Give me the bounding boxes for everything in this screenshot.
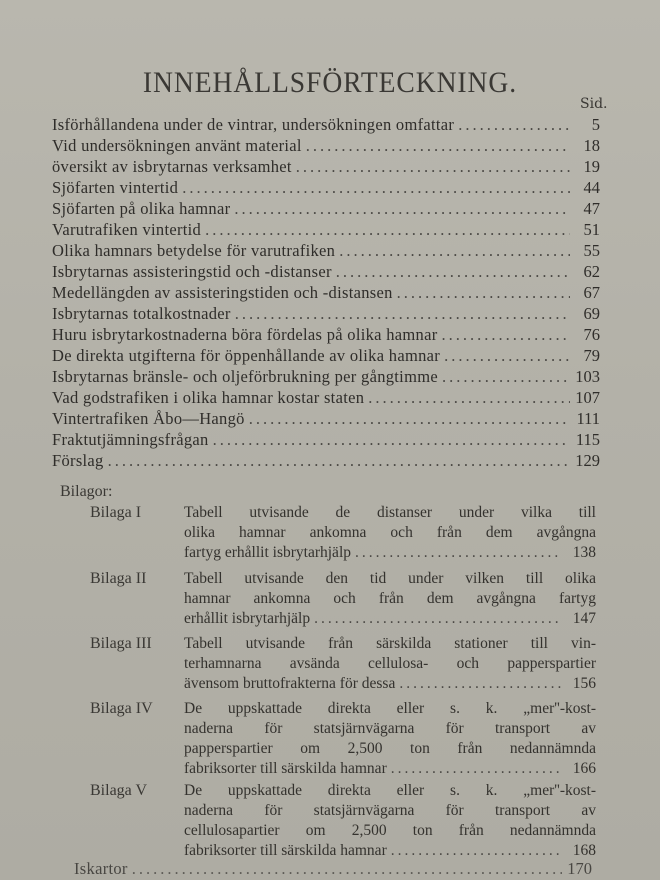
bilaga-line	[184, 758, 596, 778]
toc-entry	[52, 450, 600, 471]
leader-dots	[355, 544, 562, 562]
leader-dots	[296, 157, 570, 177]
toc-entry	[52, 345, 600, 366]
leader-dots	[234, 199, 570, 219]
bilaga-line-text: ävensom bruttofrakterna för dessa	[184, 675, 396, 692]
toc-entry-text: Vid undersökningen använt material	[52, 136, 302, 155]
toc-entry-page: 44	[583, 178, 600, 197]
toc-entry	[52, 282, 600, 303]
bilaga-line	[184, 568, 596, 588]
toc-entry-page: 55	[583, 241, 600, 260]
toc-entry-page: 51	[583, 220, 600, 239]
bilaga-line-text: Tabell utvisande de distanser under vilka till	[184, 504, 596, 521]
toc-entry-page: 111	[576, 409, 600, 428]
toc-entry-text: Medellängden av assisteringstiden och -distansen	[52, 283, 393, 302]
bilaga-line	[184, 800, 596, 820]
leader-dots	[339, 241, 570, 261]
leader-dots	[108, 451, 570, 471]
bilaga-line-text: De uppskattade direkta eller s. k. „mer''-kost-	[184, 782, 596, 799]
leader-dots	[249, 409, 570, 429]
toc-entry	[52, 303, 600, 324]
toc-entry	[52, 135, 600, 156]
bilaga-line-text: hamnar ankomna och från dem avgångna fartyg	[184, 590, 596, 607]
bilaga-line	[184, 542, 596, 562]
toc-entry-page: 107	[575, 388, 600, 407]
leader-dots	[397, 283, 570, 303]
bilagor-heading: Bilagor:	[60, 483, 113, 500]
bilaga-line-text: papperspartier om 2,500 ton från nedannämnda	[184, 740, 596, 757]
leader-dots	[399, 675, 562, 693]
toc-entry-text: Vad godstrafiken i olika hamnar kostar staten	[52, 388, 365, 407]
bilaga-page: 147	[572, 610, 596, 627]
bilaga-line-text: fartyg erhållit isbrytarhjälp	[184, 544, 351, 561]
bilaga-line-text: Tabell utvisande den tid under vilken till olika	[184, 570, 596, 587]
bilaga-line-text: Tabell utvisande från särskilda stationer till vin-	[184, 635, 596, 652]
bilaga-page: 168	[572, 842, 596, 859]
toc-entry	[52, 324, 600, 345]
leader-dots	[442, 367, 570, 387]
toc-entry-iskartor	[74, 858, 592, 879]
bilaga-line	[184, 738, 596, 758]
bilaga-line	[184, 840, 596, 860]
toc-entry-page: 18	[583, 136, 600, 155]
bilaga-line	[184, 608, 596, 628]
toc-entry-text: De direkta utgifterna för öppenhållande av olika hamnar	[52, 346, 441, 365]
bilaga-page: 138	[572, 544, 596, 561]
leader-dots	[444, 346, 570, 366]
toc-entry-text: Isförhållandena under de vintrar, undersökningen omfattar	[52, 115, 455, 134]
bilaga-line-text: fabriksorter till särskilda hamnar	[184, 842, 387, 859]
leader-dots	[235, 304, 570, 324]
bilaga-line	[184, 718, 596, 738]
toc-entry-page: 79	[583, 346, 600, 365]
toc-entry-page: 129	[575, 451, 600, 470]
toc-entry	[52, 387, 600, 408]
bilaga-line	[184, 673, 596, 693]
toc-entry	[52, 261, 600, 282]
leader-dots	[132, 859, 562, 879]
toc-entry-page: 76	[583, 325, 600, 344]
toc-entry-text: Isbrytarnas bränsle- och oljeförbrukning per gångtimme	[52, 367, 438, 386]
bilaga-line-text: fabriksorter till särskilda hamnar	[184, 760, 387, 777]
toc-entry-text: Sjöfarten på olika hamnar	[52, 199, 231, 218]
toc-entry	[52, 408, 600, 429]
toc-entry	[52, 177, 600, 198]
toc-entry-text: Sjöfarten vintertid	[52, 178, 179, 197]
toc-entry-page: 67	[583, 283, 600, 302]
bilaga-label: Bilaga III	[90, 635, 152, 652]
bilaga-line	[184, 522, 596, 542]
page-title: INNEHÅLLSFÖRTECKNING.	[142, 66, 518, 99]
bilaga-line-text: naderna för statsjärnvägarna för transport av	[184, 802, 596, 819]
leader-dots	[391, 760, 562, 778]
bilaga-line-text: olika hamnar ankomna och från dem avgångna	[184, 524, 596, 541]
bilaga-line-text: cellulosapartier om 2,500 ton från nedannämnda	[184, 822, 596, 839]
toc-entry-text: Fraktutjämningsfrågan	[52, 430, 209, 449]
toc-entry-text: översikt av isbrytarnas verksamhet	[52, 157, 292, 176]
bilaga-line	[184, 633, 596, 653]
toc-entry	[52, 114, 600, 135]
toc-entry-page: 62	[583, 262, 600, 281]
toc-entry-text: Olika hamnars betydelse för varutrafiken	[52, 241, 336, 260]
toc-entry	[52, 366, 600, 387]
toc-entry	[52, 156, 600, 177]
toc-entry-page: 19	[583, 157, 600, 176]
bilaga-line	[184, 780, 596, 800]
bilaga-label: Bilaga I	[90, 504, 142, 521]
bilaga-line	[184, 653, 596, 673]
toc-entry-page: 115	[575, 430, 600, 449]
toc-entry-page: 5	[591, 115, 600, 134]
bilaga-line-text: naderna för statsjärnvägarna för transport av	[184, 720, 596, 737]
bilaga-page: 166	[572, 760, 596, 777]
toc-entry-text: Förslag	[52, 451, 104, 470]
toc-entry-text: Isbrytarnas totalkostnader	[52, 304, 231, 323]
bilaga-label: Bilaga IV	[90, 700, 153, 717]
page-column-label: Sid.	[580, 96, 608, 112]
leader-dots	[336, 262, 570, 282]
leader-dots	[213, 430, 570, 450]
leader-dots	[441, 325, 570, 345]
toc-entry	[52, 198, 600, 219]
toc-entry	[52, 429, 600, 450]
bilaga-label: Bilaga II	[90, 570, 147, 587]
bilaga-label: Bilaga V	[90, 782, 148, 799]
leader-dots	[368, 388, 570, 408]
bilaga-line	[184, 502, 596, 522]
bilaga-line	[184, 698, 596, 718]
leader-dots	[314, 610, 562, 628]
bilaga-line	[184, 820, 596, 840]
toc-entry	[52, 240, 600, 261]
toc-entry	[52, 219, 600, 240]
bilaga-page: 156	[572, 675, 596, 692]
bilaga-line-text: De uppskattade direkta eller s. k. „mer''-kost-	[184, 700, 596, 717]
leader-dots	[306, 136, 570, 156]
toc-entry-text: Iskartor	[74, 859, 128, 878]
toc-entry-text: Vintertrafiken Åbo—Hangö	[52, 409, 245, 428]
toc-entry-page: 47	[583, 199, 600, 218]
bilaga-line-text: terhamnarna avsända cellulosa- och papperspartier	[184, 655, 596, 672]
bilaga-line	[184, 588, 596, 608]
toc-entry-page: 103	[575, 367, 600, 386]
toc-entry-page: 69	[583, 304, 600, 323]
leader-dots	[205, 220, 570, 240]
toc-entry-text: Huru isbrytarkostnaderna böra fördelas på olika hamnar	[52, 325, 438, 344]
toc-entry-page: 170	[567, 859, 592, 878]
toc-entry-text: Varutrafiken vintertid	[52, 220, 202, 239]
leader-dots	[458, 115, 570, 135]
leader-dots	[182, 178, 570, 198]
toc-entry-text: Isbrytarnas assisteringstid och -distanser	[52, 262, 332, 281]
bilaga-line-text: erhållit isbrytarhjälp	[184, 610, 311, 627]
